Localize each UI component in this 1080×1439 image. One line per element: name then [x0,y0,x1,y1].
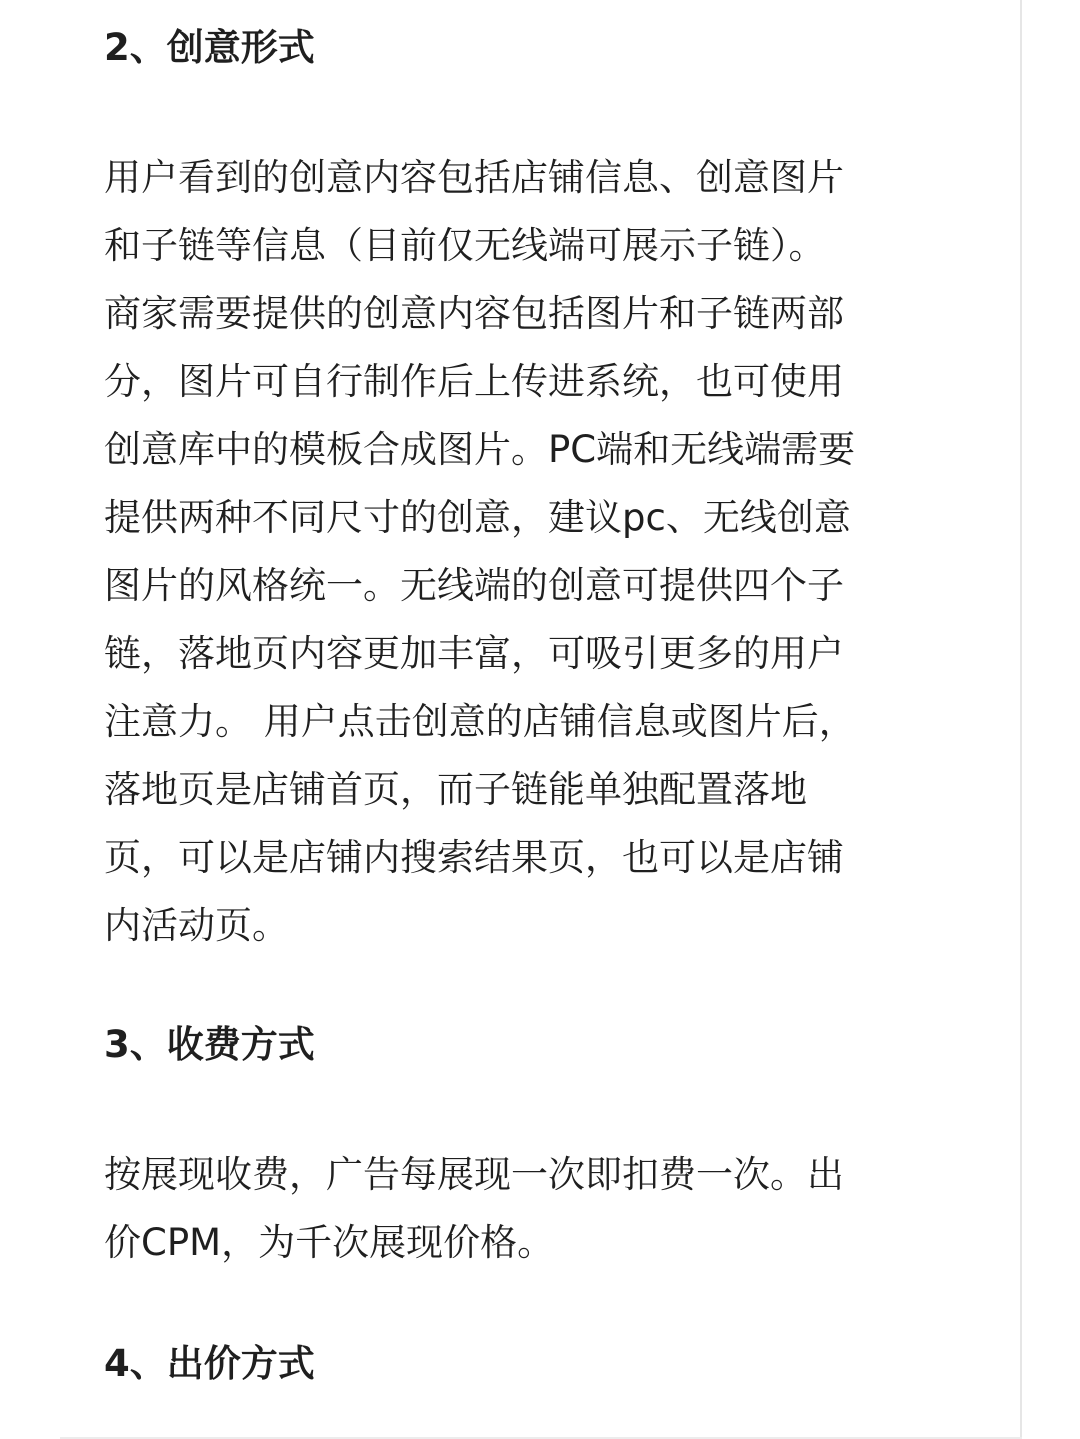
paragraph-line: 创意库中的模板合成图片。PC端和无线端需要 [104,428,856,471]
paragraph-line: 内活动页。 [104,904,289,947]
paragraph-line: 价CPM，为千次展现价格。 [104,1221,555,1264]
paragraph-line: 提供两种不同尺寸的创意，建议pc、无线创意 [104,496,851,539]
section-heading-creative-form: 2、创意形式 [104,26,315,69]
paragraph-line: 注意力。 用户点击创意的店铺信息或图片后， [104,700,856,743]
section-heading-billing-method: 3、收费方式 [104,1023,315,1066]
paragraph-line: 分，图片可自行制作后上传进系统，也可使用 [104,360,844,403]
paragraph-line: 商家需要提供的创意内容包括图片和子链两部 [104,292,844,335]
paragraph-line: 按展现收费，广告每展现一次即扣费一次。出 [104,1153,844,1196]
section-heading-bidding-method: 4、出价方式 [104,1342,315,1385]
paragraph-line: 链，落地页内容更加丰富，可吸引更多的用户 [104,632,844,675]
paragraph-line: 和子链等信息（目前仅无线端可展示子链）。 [104,224,826,267]
paragraph-line: 用户看到的创意内容包括店铺信息、创意图片 [104,156,844,199]
paragraph-line: 页，可以是店铺内搜索结果页，也可以是店铺 [104,836,844,879]
paragraph-line: 落地页是店铺首页，而子链能单独配置落地 [104,768,807,811]
page-edge-divider [1020,0,1022,1439]
paragraph-line: 图片的风格统一。无线端的创意可提供四个子 [104,564,844,607]
